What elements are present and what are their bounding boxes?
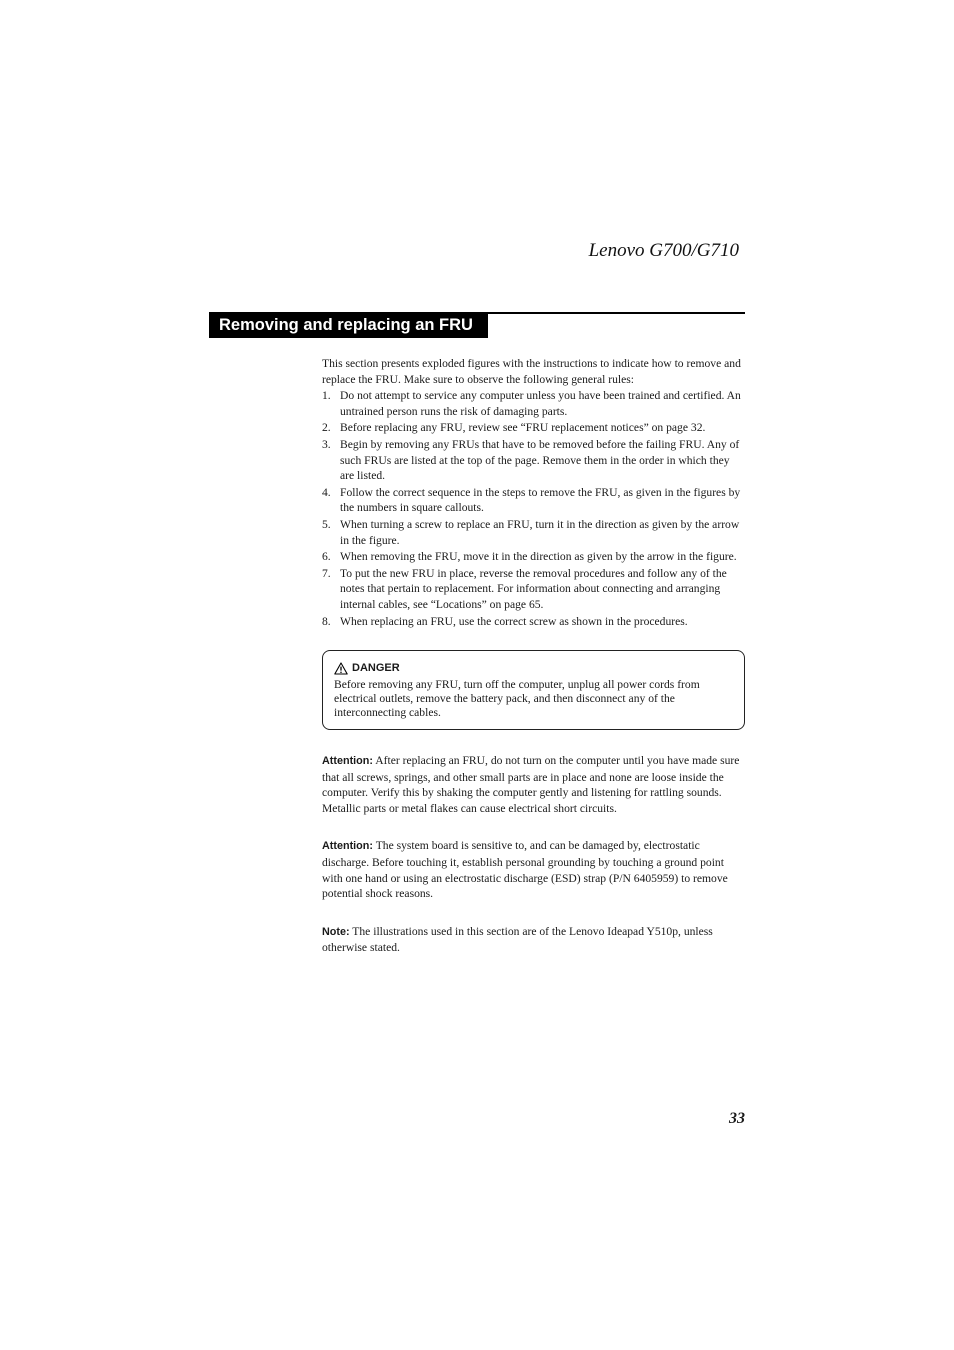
list-item-number: 4. bbox=[322, 485, 331, 499]
list-item-text: When turning a screw to replace an FRU, turn it in the direction as given by the arrow in the figure. bbox=[340, 517, 740, 547]
list-item-number: 5. bbox=[322, 517, 331, 531]
list-item-text: Before replacing any FRU, review see “FRU replacement notices” on page 32. bbox=[340, 421, 706, 435]
list-item-number: 7. bbox=[322, 566, 331, 580]
list-item-text: When removing the FRU, move it in the direction as given by the arrow in the figure. bbox=[340, 550, 737, 564]
attention-paragraph bbox=[322, 753, 745, 816]
danger-text: Before removing any FRU, turn off the computer, unplug all power cords from electrical outlets, remove the battery pack, and then disconnect any of the interconnecting cables. bbox=[334, 678, 700, 720]
danger-heading bbox=[334, 661, 733, 676]
attention-paragraph bbox=[322, 838, 745, 901]
attention-label: Attention: bbox=[322, 755, 373, 768]
list-item bbox=[322, 549, 745, 565]
danger-notice bbox=[322, 650, 745, 730]
list-item bbox=[322, 517, 745, 548]
document-title: Lenovo G700/G710 bbox=[588, 240, 739, 261]
list-item-text: Follow the correct sequence in the steps to remove the FRU, as given in the figures by the numbers in square callouts. bbox=[340, 485, 741, 515]
attention-text: The system board is sensitive to, and can be damaged by, electrostatic discharge. Before touching it, establish personal grounding by touching a ground point with one hand or using an electrostatic discharge (ESD) strap (P/N 6405959) to remove potential shock reasons. bbox=[322, 839, 728, 901]
list-item-text: Begin by removing any FRUs that have to be removed before the failing FRU. Any of such FRUs are listed at the top of the page. Remove them in the order in which they are listed. bbox=[340, 437, 740, 483]
list-item-number: 6. bbox=[322, 550, 331, 564]
list-item bbox=[322, 566, 745, 613]
list-item bbox=[322, 485, 745, 516]
list-item-text: To put the new FRU in place, reverse the removal procedures and follow any of the notes that pertain to replacement. For information about connecting and arranging internal cables, see “Locations” on page 65. bbox=[340, 566, 727, 611]
note-paragraph bbox=[322, 924, 745, 956]
main-content bbox=[322, 356, 745, 956]
list-item-number: 8. bbox=[322, 614, 331, 628]
list-item bbox=[322, 614, 745, 630]
list-item-number: 1. bbox=[322, 389, 331, 403]
list-item bbox=[322, 437, 745, 484]
list-item-number: 3. bbox=[322, 437, 331, 451]
attention-text: After replacing an FRU, do not turn on the computer until you have made sure that all screws, springs, and other small parts are in place and none are loose inside the computer. Verify this by shaking the computer gently and listening for rattling sounds. Metallic parts or metal flakes can cause electrical short circuits. bbox=[322, 754, 740, 815]
rules-list bbox=[322, 388, 745, 629]
page-number: 33 bbox=[729, 1110, 745, 1127]
section-heading: Removing and replacing an FRU bbox=[209, 312, 488, 338]
intro-paragraph: This section presents exploded figures with the instructions to indicate how to remove and replace the FRU. Make sure to observe the following general rules: bbox=[322, 357, 741, 386]
note-text: The illustrations used in this section are of the Lenovo Ideapad Y510p, unless otherwise stated. bbox=[322, 924, 713, 955]
danger-label: DANGER bbox=[352, 662, 400, 675]
note-label: Note: bbox=[322, 925, 350, 938]
list-item bbox=[322, 420, 745, 436]
attention-label: Attention: bbox=[322, 840, 373, 853]
list-item-text: Do not attempt to service any computer unless you have been trained and certified. An untrained person runs the risk of damaging parts. bbox=[340, 389, 741, 418]
list-item-number: 2. bbox=[322, 421, 331, 435]
list-item bbox=[322, 388, 745, 419]
list-item-text: When replacing an FRU, use the correct screw as shown in the procedures. bbox=[340, 614, 688, 628]
warning-triangle-icon bbox=[334, 662, 348, 675]
